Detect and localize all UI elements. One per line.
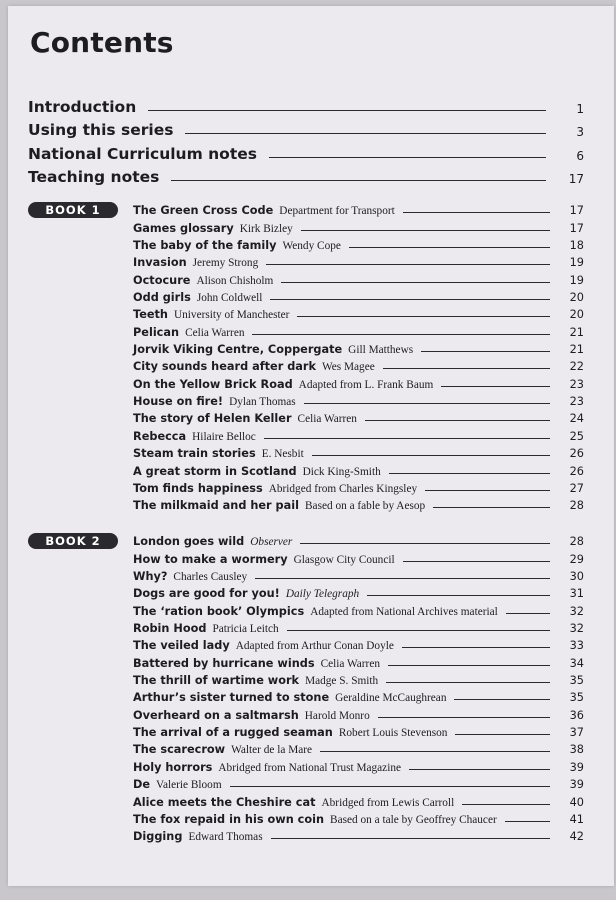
page-number: 21 xyxy=(569,325,584,339)
entry-title: The ‘ration book’ Olympics xyxy=(133,604,305,618)
contents-entry xyxy=(133,600,584,617)
leader-line xyxy=(300,543,550,544)
entry-author: Kirk Bizley xyxy=(239,222,293,235)
entry-title: The Green Cross Code xyxy=(133,204,274,218)
page-number: 6 xyxy=(576,148,584,163)
contents-entry xyxy=(133,252,584,269)
entry-title: Holy horrors xyxy=(133,760,213,774)
leader-line xyxy=(367,595,550,596)
entry-author: Wes Magee xyxy=(322,361,375,374)
entry-author: Adapted from L. Frank Baum xyxy=(298,378,434,391)
entry-title: House on fire! xyxy=(133,395,224,409)
page-number: 23 xyxy=(569,377,584,391)
entry-title: Invasion xyxy=(133,256,187,270)
entry-title: The milkmaid and her pail xyxy=(133,499,300,513)
entry-author: Edward Thomas xyxy=(188,831,263,844)
contents-entry xyxy=(133,687,584,704)
entry-author: Glasgow City Council xyxy=(293,553,395,566)
intro-title: Introduction xyxy=(28,97,137,116)
entry-title: Overheard on a saltmarsh xyxy=(133,708,299,722)
leader-line xyxy=(281,282,550,283)
entry-title: The baby of the family xyxy=(133,239,277,253)
page-number: 20 xyxy=(569,291,584,305)
contents-entry xyxy=(133,652,584,669)
book-badge: BOOK 1 xyxy=(28,202,118,218)
page-number: 19 xyxy=(569,273,584,287)
leader-line xyxy=(421,351,550,352)
contents-entry xyxy=(133,670,584,687)
page-number: 25 xyxy=(569,429,584,443)
contents-entry xyxy=(133,304,584,321)
page-number: 18 xyxy=(569,239,584,253)
entry-title: The veiled lady xyxy=(133,639,230,653)
entry-title: Battered by hurricane winds xyxy=(133,656,315,670)
entry-author: Abridged from National Trust Magazine xyxy=(218,761,401,774)
intro-row xyxy=(28,92,584,116)
contents-entry xyxy=(133,391,584,408)
contents-entry xyxy=(133,373,584,390)
page-number: 33 xyxy=(569,639,584,653)
intro-title: Using this series xyxy=(28,121,174,139)
leader-line xyxy=(383,368,550,369)
leader-line xyxy=(171,180,546,181)
entry-title: Tom finds happiness xyxy=(133,481,263,495)
leader-line xyxy=(425,490,550,491)
page-number: 37 xyxy=(569,726,584,740)
entry-author: Alison Chisholm xyxy=(196,274,274,287)
leader-line xyxy=(378,717,550,718)
leader-line xyxy=(266,264,550,265)
page-number: 21 xyxy=(569,343,584,357)
entry-author: Valerie Bloom xyxy=(156,779,222,792)
contents-entry xyxy=(133,566,584,583)
page-number: 32 xyxy=(569,622,584,636)
entry-title: On the Yellow Brick Road xyxy=(133,377,293,391)
page-number: 27 xyxy=(569,481,584,495)
page-number: 31 xyxy=(569,587,584,601)
leader-line xyxy=(271,838,550,839)
entry-title: London goes wild xyxy=(133,535,245,549)
entry-title: The arrival of a rugged seaman xyxy=(133,726,333,740)
leader-line xyxy=(505,821,550,822)
page-number: 17 xyxy=(568,172,584,186)
book-badge: BOOK 2 xyxy=(28,533,118,549)
entry-title: City sounds heard after dark xyxy=(133,360,316,374)
intro-list xyxy=(28,92,584,186)
entry-author: John Coldwell xyxy=(196,292,263,305)
entry-author: Geraldine McCaughrean xyxy=(335,692,447,705)
contents-entry xyxy=(133,774,584,791)
entry-title: Jorvik Viking Centre, Coppergate xyxy=(133,343,343,357)
entry-author: Jeremy Strong xyxy=(192,257,259,270)
entry-author: Adapted from National Archives material xyxy=(310,605,498,618)
entry-author: Hilaire Belloc xyxy=(192,430,256,443)
entry-author: Wendy Cope xyxy=(282,240,341,253)
intro-title: National Curriculum notes xyxy=(28,144,257,163)
page-number: 3 xyxy=(576,125,584,139)
entry-author: Based on a tale by Geoffrey Chaucer xyxy=(330,813,497,826)
leader-line xyxy=(297,316,550,317)
page-number: 38 xyxy=(569,743,584,757)
leader-line xyxy=(269,157,546,158)
page-number: 26 xyxy=(569,464,584,478)
leader-line xyxy=(402,647,550,648)
page-number: 40 xyxy=(569,795,584,809)
leader-line xyxy=(349,247,550,248)
entry-title: Arthur’s sister turned to stone xyxy=(133,691,330,705)
leader-line xyxy=(255,578,550,579)
contents-entry xyxy=(133,460,584,477)
leader-line xyxy=(388,665,550,666)
page-number: 35 xyxy=(569,674,584,688)
entry-author: Dylan Thomas xyxy=(229,396,296,409)
page-number: 1 xyxy=(576,101,584,116)
contents-entry xyxy=(133,618,584,635)
leader-line xyxy=(252,334,550,335)
page-number: 17 xyxy=(569,204,584,218)
entry-author: Observer xyxy=(250,536,293,549)
page-title: Contents xyxy=(30,26,174,59)
entry-title: Steam train stories xyxy=(133,447,256,461)
page-number: 28 xyxy=(569,535,584,549)
page-number: 34 xyxy=(569,656,584,670)
leader-line xyxy=(389,473,550,474)
entry-title: Robin Hood xyxy=(133,622,207,636)
leader-line xyxy=(264,438,550,439)
entry-author: Based on a fable by Aesop xyxy=(305,500,426,513)
entry-title: Games glossary xyxy=(133,221,234,235)
contents-entry xyxy=(133,339,584,356)
leader-line xyxy=(320,751,550,752)
contents-entry xyxy=(133,635,584,652)
contents-entry xyxy=(133,287,584,304)
entry-title: How to make a wormery xyxy=(133,552,288,566)
entry-author: Gill Matthews xyxy=(348,344,414,357)
contents-entry xyxy=(133,217,584,234)
leader-line xyxy=(506,613,550,614)
contents-entry xyxy=(133,269,584,286)
contents-entry xyxy=(133,583,584,600)
page-number: 20 xyxy=(569,308,584,322)
leader-line xyxy=(462,804,550,805)
contents-entry xyxy=(133,531,584,548)
intro-row xyxy=(28,116,584,140)
entry-title: Dogs are good for you! xyxy=(133,587,280,601)
leader-line xyxy=(454,699,550,700)
entry-title: Teeth xyxy=(133,308,168,322)
entry-title: Octocure xyxy=(133,273,191,287)
page-number: 36 xyxy=(569,708,584,722)
leader-line xyxy=(304,403,550,404)
entry-title: Why? xyxy=(133,570,168,584)
leader-line xyxy=(365,420,550,421)
page-number: 24 xyxy=(569,412,584,426)
entry-title: A great storm in Scotland xyxy=(133,464,297,478)
page-number: 23 xyxy=(569,395,584,409)
contents-entry xyxy=(133,408,584,425)
book-entries xyxy=(133,200,584,512)
leader-line xyxy=(312,455,550,456)
entry-author: Walter de la Mare xyxy=(231,744,313,757)
leader-line xyxy=(455,734,550,735)
contents-entry xyxy=(133,443,584,460)
contents-entry xyxy=(133,478,584,495)
leader-line xyxy=(441,386,550,387)
entry-author: Charles Causley xyxy=(173,571,248,584)
entry-title: Pelican xyxy=(133,325,180,339)
leader-line xyxy=(403,212,550,213)
contents-entry xyxy=(133,235,584,252)
page-number: 17 xyxy=(569,221,584,235)
page-number: 39 xyxy=(569,778,584,792)
page-number: 28 xyxy=(569,499,584,513)
page-number: 22 xyxy=(569,360,584,374)
contents-entry xyxy=(133,791,584,808)
contents-entry xyxy=(133,809,584,826)
page-number: 29 xyxy=(569,552,584,566)
entry-title: De xyxy=(133,778,151,792)
page-number: 41 xyxy=(569,812,584,826)
contents-page xyxy=(8,6,614,886)
page-number: 35 xyxy=(569,691,584,705)
entry-author: University of Manchester xyxy=(173,309,290,322)
contents-entry xyxy=(133,548,584,565)
entry-title: The thrill of wartime work xyxy=(133,674,300,688)
page-number: 26 xyxy=(569,447,584,461)
entry-author: Adapted from Arthur Conan Doyle xyxy=(235,640,394,653)
leader-line xyxy=(301,230,550,231)
leader-line xyxy=(185,133,546,134)
entry-title: The story of Helen Keller xyxy=(133,412,292,426)
page-number: 32 xyxy=(569,604,584,618)
entry-author: Madge S. Smith xyxy=(305,675,379,688)
entry-author: Abridged from Charles Kingsley xyxy=(268,482,418,495)
entry-author: Dick King-Smith xyxy=(302,465,381,478)
page-number: 39 xyxy=(569,760,584,774)
leader-line xyxy=(287,630,550,631)
entry-author: Celia Warren xyxy=(320,657,380,670)
entry-title: Digging xyxy=(133,830,183,844)
leader-line xyxy=(433,507,550,508)
entry-author: Daily Telegraph xyxy=(285,588,360,601)
leader-line xyxy=(386,682,550,683)
contents-entry xyxy=(133,826,584,843)
entry-title: Rebecca xyxy=(133,429,187,443)
entry-title: Alice meets the Cheshire cat xyxy=(133,795,316,809)
contents-entry xyxy=(133,356,584,373)
entry-author: Patricia Leitch xyxy=(212,623,279,636)
contents-entry xyxy=(133,495,584,512)
entry-author: E. Nesbit xyxy=(261,448,304,461)
page-number: 19 xyxy=(569,256,584,270)
entry-title: The scarecrow xyxy=(133,743,226,757)
leader-line xyxy=(409,769,550,770)
contents-entry xyxy=(133,704,584,721)
entry-author: Robert Louis Stevenson xyxy=(338,727,448,740)
book-entries xyxy=(133,531,584,843)
entry-title: The fox repaid in his own coin xyxy=(133,812,325,826)
leader-line xyxy=(148,110,546,111)
page-number: 42 xyxy=(569,830,584,844)
contents-entry xyxy=(133,739,584,756)
entry-author: Celia Warren xyxy=(185,326,245,339)
entry-author: Department for Transport xyxy=(279,205,395,218)
page-number: 30 xyxy=(569,570,584,584)
entry-title: Odd girls xyxy=(133,291,191,305)
contents-entry xyxy=(133,756,584,773)
leader-line xyxy=(270,299,550,300)
leader-line xyxy=(403,561,550,562)
leader-line xyxy=(230,786,550,787)
contents-entry xyxy=(133,722,584,739)
intro-row xyxy=(28,139,584,163)
intro-row xyxy=(28,163,584,187)
entry-author: Abridged from Lewis Carroll xyxy=(321,796,455,809)
intro-title: Teaching notes xyxy=(28,168,160,186)
contents-entry xyxy=(133,321,584,338)
entry-author: Celia Warren xyxy=(297,413,357,426)
entry-author: Harold Monro xyxy=(304,709,370,722)
contents-entry xyxy=(133,425,584,442)
contents-entry xyxy=(133,200,584,217)
